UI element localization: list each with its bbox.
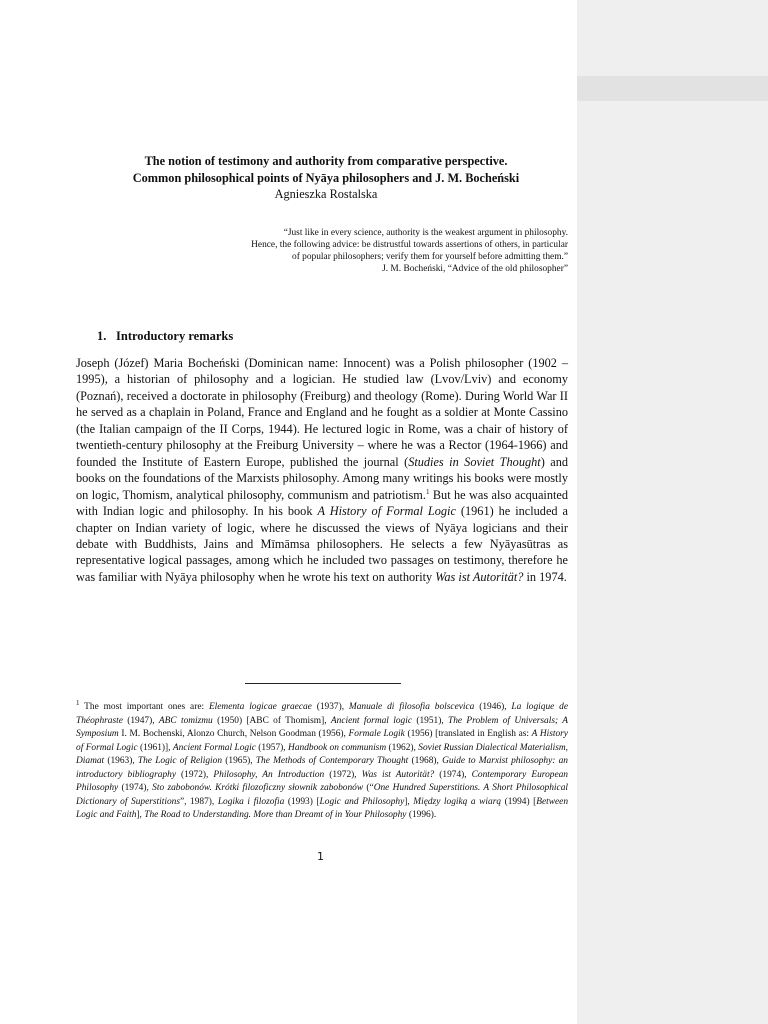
italic-title: The Methods of Contemporary Thought — [255, 756, 409, 766]
text-run: I. M. Bochenski, Alonzo Church, Nelson Goodman (1956), — [118, 729, 349, 739]
footnote — [76, 698, 569, 823]
italic-title: La logique de Théophraste — [76, 702, 568, 726]
italic-title: A History of Formal Logic — [76, 729, 568, 753]
footnote-reference[interactable]: 1 — [425, 487, 430, 496]
epigraph — [148, 227, 568, 275]
text-run: (“ — [363, 783, 374, 793]
italic-title: The Problem of Universals; A Symposium — [76, 715, 568, 739]
text-run: (1993) [ — [284, 796, 320, 807]
italic-title: Philosophy, An Introduction — [213, 769, 325, 780]
text-run: (1974), — [118, 783, 153, 793]
text-run: (1972), — [176, 769, 214, 780]
text-run: (1961) he included a chapter on Indian variety of logic, where he discussed the views of Nyāya logicians and their debate with Buddhists, Jains and Mīmāmsa philosophers. He selects a few Nyāyasūtras as representative logical passages, among which he included two passages on testimony, therefore he was familiar with Nyāya philosophy when he wrote his text on authority — [76, 504, 568, 584]
italic-title: Formale Logik — [348, 729, 405, 739]
section-number: 1. — [97, 329, 107, 343]
italic-title: Logika i filozofia — [217, 796, 285, 807]
text-run: (1994) [ — [501, 796, 537, 807]
footnote-separator — [245, 683, 401, 684]
italic-title: The Road to Understanding. More than Dreamt of in Your Philosophy — [144, 810, 407, 820]
section-title: Introductory remarks — [116, 329, 234, 343]
text-run: (1965), — [222, 756, 256, 766]
epigraph-attribution: J. M. Bocheński, “Advice of the old philosopher” — [382, 264, 568, 274]
italic-title: ABC tomizmu — [158, 715, 213, 726]
text-run: (1968), — [408, 756, 443, 766]
text-run: (1961)], — [137, 742, 173, 753]
title-line-1: The notion of testimony and authority from comparative perspective. — [144, 154, 508, 168]
comment-pane-header — [577, 76, 768, 101]
italic-title: Między logiką a wiarą — [413, 796, 502, 807]
epigraph-line: Hence, the following advice: be distrustful towards assertions of others, in particular — [251, 240, 568, 250]
italic-title: Between Logic and Faith — [76, 796, 569, 820]
italic-title: Contemporary European Philosophy — [76, 769, 568, 793]
italic-title: Sto zabobonów. Krótki filozoficzny słownik zabobonów — [152, 783, 364, 793]
text-run: (1996). — [406, 810, 437, 820]
italic-title: One Hundred Superstitions. A Short Philosophical Dictionary of Superstitions — [76, 783, 568, 807]
text-run: (1963), — [104, 756, 138, 766]
text-run: (1962), — [386, 742, 419, 753]
text-run: (1957), — [255, 742, 289, 753]
italic-title: A History of Formal Logic — [317, 504, 456, 519]
italic-title: Studies in Soviet Thought — [408, 454, 541, 469]
italic-title: Manuale di filosofia bolscevica — [348, 702, 475, 712]
section-heading — [97, 328, 233, 344]
author-name: Agnieszka Rostalska — [274, 187, 378, 201]
text-run: (1946), — [474, 702, 512, 712]
text-run: (1951), — [411, 715, 449, 726]
text-run: ”, 1987), — [179, 796, 218, 807]
italic-title: Ancient formal logic — [330, 715, 412, 726]
italic-title: Handbook on communism — [288, 742, 387, 753]
text-run: (1956) [translated in English as: — [404, 729, 532, 739]
italic-title: Elementa logicae graecae — [208, 702, 312, 712]
comment-margin-pane[interactable] — [577, 0, 768, 1024]
text-run: ) and books on the foundations of the Marxists philosophy. Among many writings his books were mostly on logic, Thomism, analytical philosophy, communism and patriotism. — [76, 454, 568, 502]
epigraph-line: “Just like in every science, authority is the weakest argument in philosophy. — [283, 228, 568, 238]
text-run: (1947), — [122, 715, 159, 726]
text-run: (1950) [ABC of Thomism], — [212, 715, 331, 726]
italic-title: Was ist Autorität? — [361, 769, 435, 780]
italic-title: Soviet Russian Dialectical Materialism, Diamat — [76, 742, 568, 766]
text-run: (1974), — [434, 769, 472, 780]
text-run: ], — [136, 810, 145, 820]
epigraph-line: of popular philosophers; verify them for yourself before admitting them.” — [292, 252, 568, 262]
italic-title: Logic and Philosophy — [319, 796, 405, 807]
text-run: ], — [404, 796, 414, 807]
text-run: in 1974. — [523, 569, 567, 584]
body-paragraph — [76, 355, 568, 585]
text-run: The most important ones are: — [79, 702, 209, 712]
footnote-mark: 1 — [76, 698, 80, 707]
italic-title: Was ist Autorität? — [435, 569, 524, 584]
italic-title: The Logic of Religion — [137, 756, 223, 766]
text-run: But he was also acquainted with Indian logic and philosophy. In his book — [76, 487, 568, 519]
page-number: 1 — [317, 850, 324, 863]
text-run: (1937), — [311, 702, 349, 712]
italic-title: Guide to Marxist philosophy: an introductory bibliography — [76, 756, 568, 780]
text-run: (1972), — [324, 769, 362, 780]
italic-title: Ancient Formal Logic — [172, 742, 256, 753]
text-run: Joseph (Józef) Maria Bocheński (Dominican name: Innocent) was a Polish philosopher (1902 – 1995), a historian of philosophy and a logician. He studied law (Lvov/Lviv) and economy (Poznań), received a doctorate in philosophy (Freiburg) and theology (Rome). During World War II he served as a chaplain in Poland, France and England and he fought as a soldier at Monte Cassino (the Italian campaign of the II Corps, 1944). He lectured logic in Rome, was a chair of history of twentieth-century philosophy at the Freiburg University – where he was a Rector (1964-1966) and founded the Institute of Eastern Europe, published the journal ( — [76, 356, 568, 469]
title-line-2: Common philosophical points of Nyāya philosophers and J. M. Bocheński — [132, 171, 520, 185]
